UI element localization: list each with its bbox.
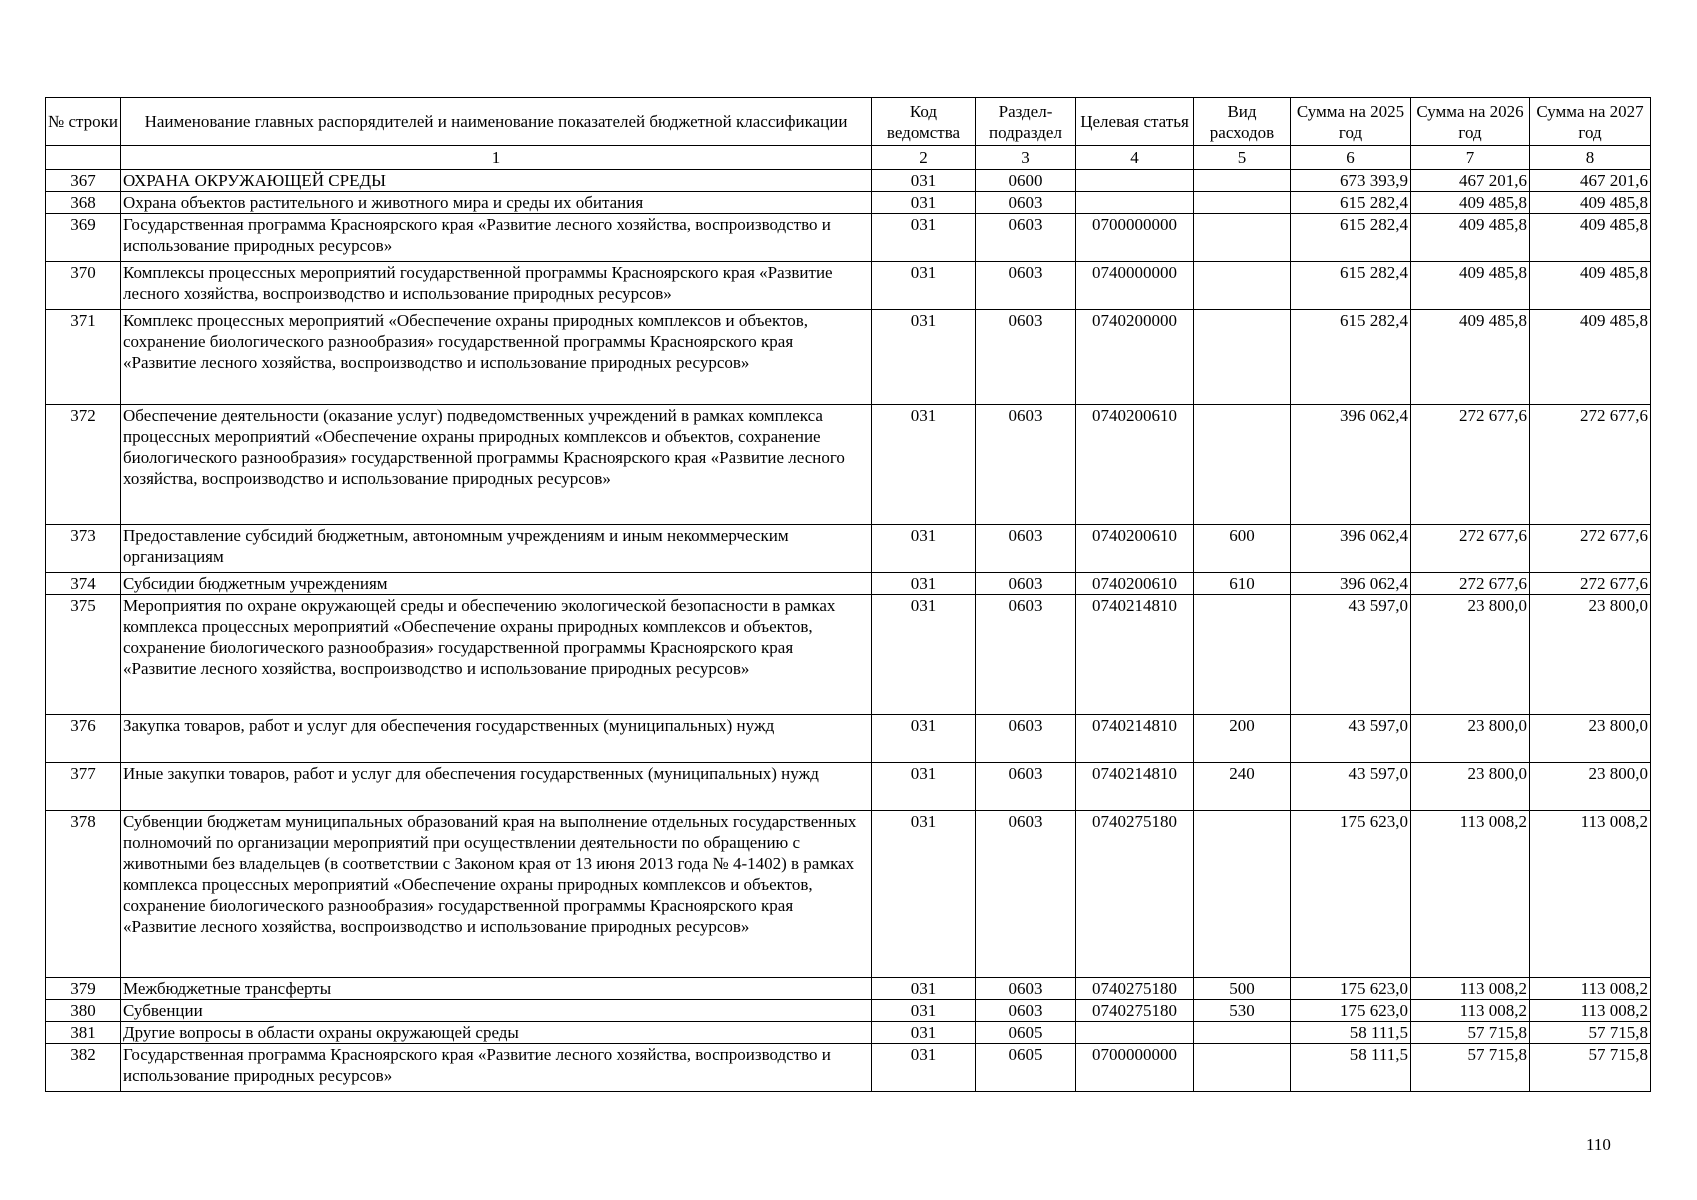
cell-sum-2026: 409 485,8 xyxy=(1411,262,1530,310)
cell-section: 0603 xyxy=(976,310,1076,405)
cell-exp-type: 610 xyxy=(1194,573,1291,595)
cell-sum-2027: 467 201,6 xyxy=(1530,170,1651,192)
cell-exp-type: 600 xyxy=(1194,525,1291,573)
cell-sum-2025: 175 623,0 xyxy=(1291,978,1411,1000)
cell-row-no: 376 xyxy=(46,715,121,763)
cell-sum-2027: 409 485,8 xyxy=(1530,310,1651,405)
cell-target: 0740275180 xyxy=(1076,978,1194,1000)
cell-sum-2026: 23 800,0 xyxy=(1411,595,1530,715)
cell-section: 0603 xyxy=(976,811,1076,978)
cell-target: 0740000000 xyxy=(1076,262,1194,310)
cell-sum-2026: 272 677,6 xyxy=(1411,573,1530,595)
cell-name: Мероприятия по охране окружающей среды и обеспечению экологической безопасности в рамках комплекса процессных мероприятий «Обеспечение охраны природных комплексов и объектов, сохранение биологического разнообразия» государственной программы Красноярского края «Развитие лесного хозяйства, воспроизводство и использование природных ресурсов» xyxy=(121,595,872,715)
cell-section: 0603 xyxy=(976,763,1076,811)
cell-row-no: 369 xyxy=(46,214,121,262)
cell-sum-2027: 57 715,8 xyxy=(1530,1022,1651,1044)
cell-row-no: 371 xyxy=(46,310,121,405)
cell-sum-2027: 113 008,2 xyxy=(1530,1000,1651,1022)
cell-sum-2025: 43 597,0 xyxy=(1291,763,1411,811)
column-number: 7 xyxy=(1411,146,1530,170)
table-row xyxy=(46,1000,1651,1022)
cell-target: 0740214810 xyxy=(1076,715,1194,763)
column-number: 1 xyxy=(121,146,872,170)
header-sum-2026: Сумма на 2026 год xyxy=(1411,98,1530,146)
cell-dept-code: 031 xyxy=(872,978,976,1000)
cell-name: Субвенции бюджетам муниципальных образований края на выполнение отдельных государственных полномочий по организации мероприятий при осуществлении деятельности по обращению с животными без владельцев (в соответствии с Законом края от 13 июня 2013 года № 4-1402) в рамках комплекса процессных мероприятий «Обеспечение охраны природных комплексов и объектов, сохранение биологического разнообразия» государственной программы Красноярского края «Развитие лесного хозяйства, воспроизводство и использование природных ресурсов» xyxy=(121,811,872,978)
cell-name: Субвенции xyxy=(121,1000,872,1022)
header-section: Раздел-подраздел xyxy=(976,98,1076,146)
cell-target xyxy=(1076,170,1194,192)
cell-exp-type xyxy=(1194,310,1291,405)
cell-row-no: 380 xyxy=(46,1000,121,1022)
cell-sum-2027: 272 677,6 xyxy=(1530,525,1651,573)
column-number xyxy=(46,146,121,170)
cell-name: Охрана объектов растительного и животного мира и среды их обитания xyxy=(121,192,872,214)
table-row xyxy=(46,978,1651,1000)
table-row xyxy=(46,214,1651,262)
column-number: 5 xyxy=(1194,146,1291,170)
cell-sum-2025: 43 597,0 xyxy=(1291,595,1411,715)
cell-sum-2025: 43 597,0 xyxy=(1291,715,1411,763)
cell-name: Обеспечение деятельности (оказание услуг) подведомственных учреждений в рамках комплекса процессных мероприятий «Обеспечение охраны природных комплексов и объектов, сохранение биологического разнообразия» государственной программы Красноярского края «Развитие лесного хозяйства, воспроизводство и использование природных ресурсов» xyxy=(121,405,872,525)
cell-row-no: 381 xyxy=(46,1022,121,1044)
cell-row-no: 372 xyxy=(46,405,121,525)
cell-target: 0740214810 xyxy=(1076,595,1194,715)
cell-dept-code: 031 xyxy=(872,525,976,573)
cell-sum-2026: 57 715,8 xyxy=(1411,1022,1530,1044)
cell-sum-2026: 409 485,8 xyxy=(1411,310,1530,405)
cell-section: 0603 xyxy=(976,715,1076,763)
table-row xyxy=(46,595,1651,715)
header-exp-type: Вид расходов xyxy=(1194,98,1291,146)
table-row xyxy=(46,1044,1651,1092)
header-name: Наименование главных распорядителей и наименование показателей бюджетной классификации xyxy=(121,98,872,146)
table-body xyxy=(46,170,1651,1092)
cell-target: 0700000000 xyxy=(1076,214,1194,262)
cell-dept-code: 031 xyxy=(872,310,976,405)
cell-sum-2026: 272 677,6 xyxy=(1411,525,1530,573)
cell-exp-type: 200 xyxy=(1194,715,1291,763)
cell-sum-2025: 58 111,5 xyxy=(1291,1044,1411,1092)
cell-dept-code: 031 xyxy=(872,1022,976,1044)
cell-section: 0603 xyxy=(976,595,1076,715)
cell-sum-2027: 409 485,8 xyxy=(1530,192,1651,214)
table-row xyxy=(46,192,1651,214)
cell-sum-2026: 57 715,8 xyxy=(1411,1044,1530,1092)
cell-sum-2025: 396 062,4 xyxy=(1291,525,1411,573)
table-row xyxy=(46,170,1651,192)
cell-dept-code: 031 xyxy=(872,811,976,978)
cell-name: Межбюджетные трансферты xyxy=(121,978,872,1000)
cell-sum-2026: 113 008,2 xyxy=(1411,811,1530,978)
cell-target: 0740275180 xyxy=(1076,1000,1194,1022)
header-sum-2027: Сумма на 2027 год xyxy=(1530,98,1651,146)
cell-target: 0740275180 xyxy=(1076,811,1194,978)
column-number: 8 xyxy=(1530,146,1651,170)
cell-section: 0600 xyxy=(976,170,1076,192)
cell-exp-type: 530 xyxy=(1194,1000,1291,1022)
cell-sum-2027: 23 800,0 xyxy=(1530,715,1651,763)
cell-name: Государственная программа Красноярского края «Развитие лесного хозяйства, воспроизводство и использование природных ресурсов» xyxy=(121,1044,872,1092)
cell-section: 0603 xyxy=(976,262,1076,310)
cell-target: 0740200610 xyxy=(1076,405,1194,525)
cell-dept-code: 031 xyxy=(872,214,976,262)
cell-row-no: 370 xyxy=(46,262,121,310)
cell-sum-2025: 615 282,4 xyxy=(1291,262,1411,310)
table-row xyxy=(46,763,1651,811)
cell-sum-2025: 673 393,9 xyxy=(1291,170,1411,192)
cell-exp-type xyxy=(1194,1044,1291,1092)
cell-row-no: 375 xyxy=(46,595,121,715)
cell-exp-type xyxy=(1194,1022,1291,1044)
cell-sum-2027: 23 800,0 xyxy=(1530,763,1651,811)
table-row xyxy=(46,525,1651,573)
cell-dept-code: 031 xyxy=(872,763,976,811)
cell-row-no: 374 xyxy=(46,573,121,595)
cell-row-no: 367 xyxy=(46,170,121,192)
cell-target: 0740200610 xyxy=(1076,525,1194,573)
column-number: 4 xyxy=(1076,146,1194,170)
cell-exp-type xyxy=(1194,170,1291,192)
table-row xyxy=(46,715,1651,763)
cell-sum-2026: 113 008,2 xyxy=(1411,978,1530,1000)
cell-exp-type xyxy=(1194,214,1291,262)
cell-section: 0603 xyxy=(976,405,1076,525)
cell-target: 0740214810 xyxy=(1076,763,1194,811)
cell-sum-2025: 396 062,4 xyxy=(1291,405,1411,525)
cell-row-no: 368 xyxy=(46,192,121,214)
cell-row-no: 382 xyxy=(46,1044,121,1092)
cell-name: Комплексы процессных мероприятий государственной программы Красноярского края «Развитие лесного хозяйства, воспроизводство и использование природных ресурсов» xyxy=(121,262,872,310)
cell-name: Иные закупки товаров, работ и услуг для обеспечения государственных (муниципальных) нужд xyxy=(121,763,872,811)
cell-name: Государственная программа Красноярского края «Развитие лесного хозяйства, воспроизводство и использование природных ресурсов» xyxy=(121,214,872,262)
cell-sum-2025: 175 623,0 xyxy=(1291,1000,1411,1022)
table-row xyxy=(46,310,1651,405)
cell-exp-type: 240 xyxy=(1194,763,1291,811)
header-sum-2025: Сумма на 2025 год xyxy=(1291,98,1411,146)
cell-sum-2027: 57 715,8 xyxy=(1530,1044,1651,1092)
cell-sum-2026: 467 201,6 xyxy=(1411,170,1530,192)
cell-sum-2025: 615 282,4 xyxy=(1291,192,1411,214)
cell-sum-2027: 272 677,6 xyxy=(1530,573,1651,595)
cell-sum-2025: 58 111,5 xyxy=(1291,1022,1411,1044)
cell-target xyxy=(1076,1022,1194,1044)
page-number: 110 xyxy=(1586,1135,1611,1154)
cell-sum-2026: 23 800,0 xyxy=(1411,715,1530,763)
cell-section: 0603 xyxy=(976,192,1076,214)
cell-target: 0700000000 xyxy=(1076,1044,1194,1092)
cell-section: 0603 xyxy=(976,214,1076,262)
cell-target: 0740200610 xyxy=(1076,573,1194,595)
column-number-row xyxy=(46,146,1651,170)
cell-dept-code: 031 xyxy=(872,262,976,310)
cell-dept-code: 031 xyxy=(872,192,976,214)
cell-row-no: 377 xyxy=(46,763,121,811)
cell-sum-2027: 272 677,6 xyxy=(1530,405,1651,525)
cell-section: 0603 xyxy=(976,978,1076,1000)
cell-row-no: 378 xyxy=(46,811,121,978)
cell-name: Другие вопросы в области охраны окружающей среды xyxy=(121,1022,872,1044)
cell-exp-type xyxy=(1194,262,1291,310)
cell-dept-code: 031 xyxy=(872,595,976,715)
header-dept-code: Код ведомства xyxy=(872,98,976,146)
column-number: 3 xyxy=(976,146,1076,170)
table-row xyxy=(46,405,1651,525)
cell-section: 0603 xyxy=(976,1000,1076,1022)
cell-name: Предоставление субсидий бюджетным, автономным учреждениям и иным некоммерческим организациям xyxy=(121,525,872,573)
cell-exp-type xyxy=(1194,405,1291,525)
column-number: 6 xyxy=(1291,146,1411,170)
cell-sum-2026: 113 008,2 xyxy=(1411,1000,1530,1022)
cell-section: 0605 xyxy=(976,1022,1076,1044)
cell-section: 0603 xyxy=(976,525,1076,573)
cell-name: Комплекс процессных мероприятий «Обеспечение охраны природных комплексов и объектов, сохранение биологического разнообразия» государственной программы Красноярского края «Развитие лесного хозяйства, воспроизводство и использование природных ресурсов» xyxy=(121,310,872,405)
cell-row-no: 379 xyxy=(46,978,121,1000)
header-row-no: № строки xyxy=(46,98,121,146)
cell-target: 0740200000 xyxy=(1076,310,1194,405)
cell-sum-2025: 175 623,0 xyxy=(1291,811,1411,978)
cell-exp-type xyxy=(1194,595,1291,715)
cell-sum-2025: 615 282,4 xyxy=(1291,214,1411,262)
table-row xyxy=(46,573,1651,595)
cell-sum-2027: 113 008,2 xyxy=(1530,978,1651,1000)
cell-exp-type xyxy=(1194,192,1291,214)
cell-exp-type: 500 xyxy=(1194,978,1291,1000)
cell-section: 0605 xyxy=(976,1044,1076,1092)
cell-dept-code: 031 xyxy=(872,715,976,763)
header-row xyxy=(46,98,1651,146)
cell-name: Закупка товаров, работ и услуг для обеспечения государственных (муниципальных) нужд xyxy=(121,715,872,763)
cell-sum-2026: 409 485,8 xyxy=(1411,214,1530,262)
cell-sum-2026: 409 485,8 xyxy=(1411,192,1530,214)
cell-sum-2027: 113 008,2 xyxy=(1530,811,1651,978)
cell-name: ОХРАНА ОКРУЖАЮЩЕЙ СРЕДЫ xyxy=(121,170,872,192)
table-row xyxy=(46,1022,1651,1044)
cell-dept-code: 031 xyxy=(872,170,976,192)
cell-sum-2026: 23 800,0 xyxy=(1411,763,1530,811)
table-row xyxy=(46,811,1651,978)
cell-dept-code: 031 xyxy=(872,573,976,595)
table-row xyxy=(46,262,1651,310)
cell-sum-2027: 409 485,8 xyxy=(1530,262,1651,310)
cell-sum-2027: 23 800,0 xyxy=(1530,595,1651,715)
cell-row-no: 373 xyxy=(46,525,121,573)
cell-dept-code: 031 xyxy=(872,1000,976,1022)
cell-sum-2025: 615 282,4 xyxy=(1291,310,1411,405)
cell-dept-code: 031 xyxy=(872,1044,976,1092)
header-target: Целевая статья xyxy=(1076,98,1194,146)
cell-section: 0603 xyxy=(976,573,1076,595)
budget-table xyxy=(45,97,1651,1092)
cell-sum-2026: 272 677,6 xyxy=(1411,405,1530,525)
cell-sum-2025: 396 062,4 xyxy=(1291,573,1411,595)
cell-target xyxy=(1076,192,1194,214)
cell-sum-2027: 409 485,8 xyxy=(1530,214,1651,262)
cell-exp-type xyxy=(1194,811,1291,978)
cell-name: Субсидии бюджетным учреждениям xyxy=(121,573,872,595)
column-number: 2 xyxy=(872,146,976,170)
cell-dept-code: 031 xyxy=(872,405,976,525)
